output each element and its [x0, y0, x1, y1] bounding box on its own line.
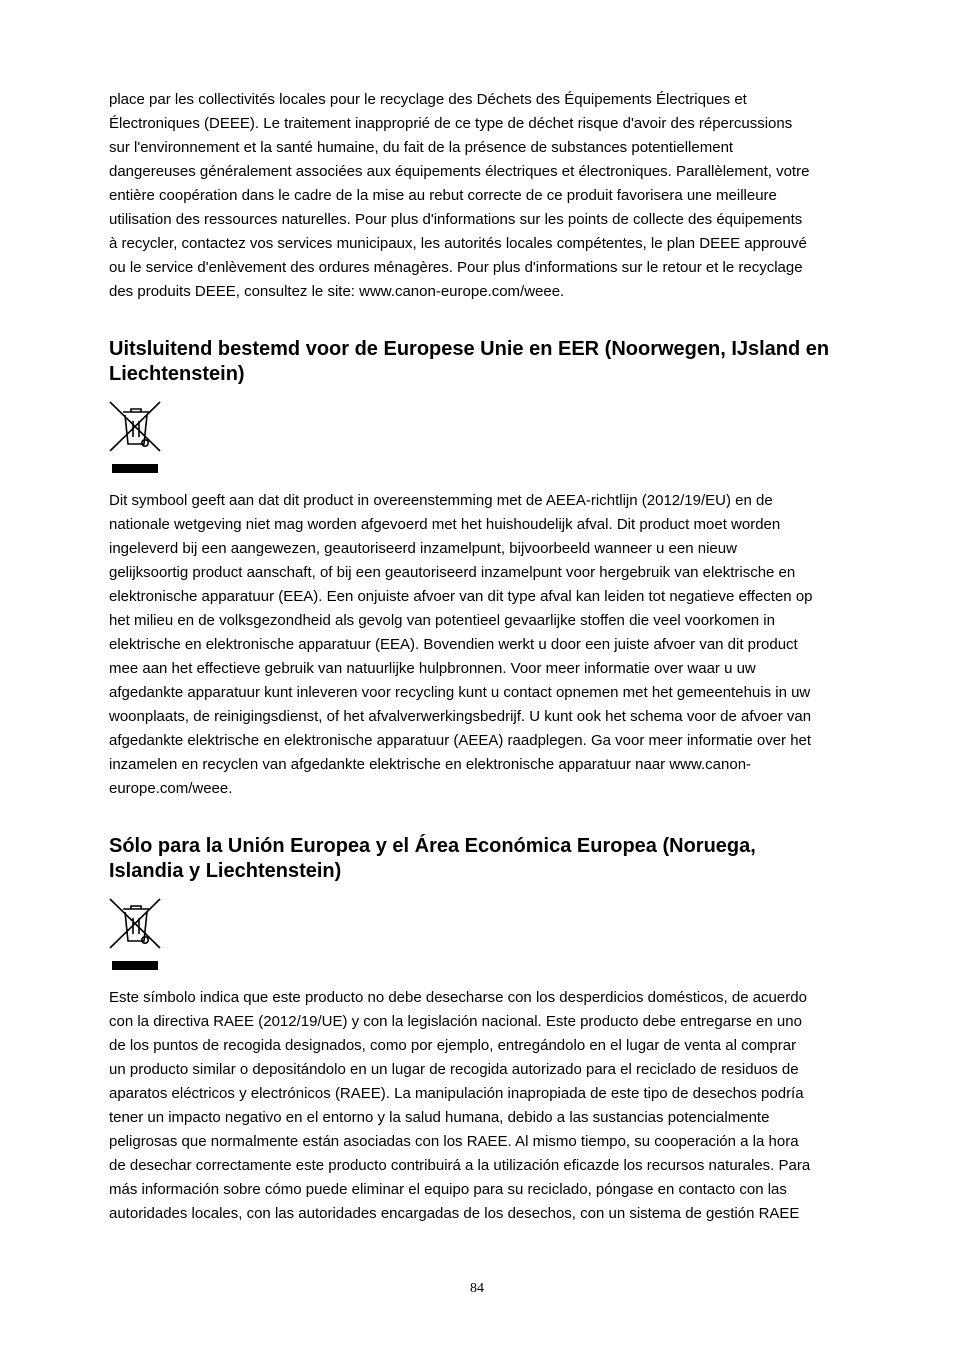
intro-paragraph-fr	[109, 88, 869, 304]
text-line: peligrosas que normalmente están asociadas con los RAEE. Al mismo tiempo, su cooperación a la hora	[109, 1133, 799, 1150]
text-line: sur l'environnement et la santé humaine, du fait de la présence de substances potentiellement	[109, 139, 734, 156]
text-line: con la directiva RAEE (2012/19/UE) y con la legislación nacional. Este producto debe entregarse en uno	[109, 1013, 802, 1030]
text-line: dangereuses généralement associées aux équipements électriques et électroniques. Parallèlement, votre	[109, 163, 810, 180]
text-line: het milieu en de volksgezondheid als gevolg van potentieel gevaarlijke stoffen die veel voorkomen in	[109, 612, 775, 629]
crossed-out-wheelie-bin-icon	[109, 399, 163, 477]
body-paragraph-nl	[109, 489, 869, 801]
text-line: inzamelen en recyclen van afgedankte elektrische en elektronische apparatuur naar www.canon-	[109, 756, 752, 773]
text-line: aparatos eléctricos y electrónicos (RAEE). La manipulación inapropiada de este tipo de desechos podría	[109, 1085, 804, 1102]
text-line: woonplaats, de reinigingsdienst, of het afvalverwerkingsbedrijf. U kunt ook het schema voor de afvoer van	[109, 708, 812, 725]
section-heading-nl	[109, 337, 869, 387]
text-line: ingeleverd bij een aangewezen, geautoriseerd inzamelpunt, bijvoorbeeld wanneer u een nieuw	[109, 540, 737, 557]
heading-line: Uitsluitend bestemd voor de Europese Unie en EER (Noorwegen, IJsland en	[109, 338, 830, 360]
heading-line: Sólo para la Unión Europea y el Área Económica Europea (Noruega,	[109, 835, 756, 857]
text-line: nationale wetgeving niet mag worden afgevoerd met het huishoudelijk afval. Dit product moet worden	[109, 516, 781, 533]
text-line: tener un impacto negativo en el entorno y la salud humana, debido a las sustancias potencialmente	[109, 1109, 770, 1126]
text-line: de desechar correctamente este producto contribuirá a la utilización eficazde los recursos naturales. Para	[109, 1157, 811, 1174]
text-line: entière coopération dans le cadre de la mise au rebut correcte de ce produit favorisera une meilleure	[109, 187, 777, 204]
text-line: afgedankte elektrische en elektronische apparatuur (AEEA) raadplegen. Ga voor meer informatie over het	[109, 732, 812, 749]
crossed-out-wheelie-bin-icon	[109, 896, 163, 974]
body-paragraph-es	[109, 986, 869, 1226]
text-line: gelijksoortig product aanschaft, of bij een geautoriseerd inzamelpunt voor hergebruik van elektrische en	[109, 564, 796, 581]
text-line: place par les collectivités locales pour le recyclage des Déchets des Équipements Électriques et	[109, 91, 747, 108]
page-number: 84	[470, 1281, 484, 1296]
text-line: europe.com/weee.	[109, 780, 233, 797]
text-line: utilisation des ressources naturelles. Pour plus d'informations sur les points de collecte des équipements	[109, 211, 803, 228]
text-line: ou le service d'enlèvement des ordures ménagères. Pour plus d'informations sur le retour et le recyclage	[109, 259, 803, 276]
heading-line: Islandia y Liechtenstein)	[109, 860, 342, 882]
text-line: afgedankte apparatuur kunt inleveren voor recycling kunt u contact opnemen met het gemeentehuis in uw	[109, 684, 811, 701]
section-heading-es	[109, 834, 869, 884]
text-line: elektronische apparatuur (EEA). Een onjuiste afvoer van dit type afval kan leiden tot negatieve effecten op	[109, 588, 813, 605]
text-line: un producto similar o depositándolo en un lugar de recogida autorizado para el reciclado de residuos de	[109, 1061, 799, 1078]
text-line: Dit symbool geeft aan dat dit product in overeenstemming met de AEEA-richtlijn (2012/19/EU) en de	[109, 492, 773, 509]
text-line: mee aan het effectieve gebruik van natuurlijke hulpbronnen. Voor meer informatie over waar u uw	[109, 660, 756, 677]
text-line: des produits DEEE, consultez le site: www.canon-europe.com/weee.	[109, 283, 565, 300]
document-page	[109, 88, 869, 1226]
text-line: Électroniques (DEEE). Le traitement inapproprié de ce type de déchet risque d'avoir des répercussions	[109, 115, 793, 132]
text-line: autoridades locales, con las autoridades encargadas de los desechos, con un sistema de gestión RAEE	[109, 1205, 800, 1222]
text-line: de los puntos de recogida designados, como por ejemplo, entregándolo en el lugar de venta al comprar	[109, 1037, 797, 1054]
text-line: más información sobre cómo puede eliminar el equipo para su reciclado, póngase en contacto con las	[109, 1181, 787, 1198]
text-line: elektrische en elektronische apparatuur (EEA). Bovendien werkt u door een juiste afvoer van dit product	[109, 636, 798, 653]
heading-line: Liechtenstein)	[109, 363, 245, 385]
text-line: à recycler, contactez vos services municipaux, les autorités locales compétentes, le plan DEEE approuvé	[109, 235, 807, 252]
text-line: Este símbolo indica que este producto no debe desecharse con los desperdicios domésticos, de acuerdo	[109, 989, 807, 1006]
